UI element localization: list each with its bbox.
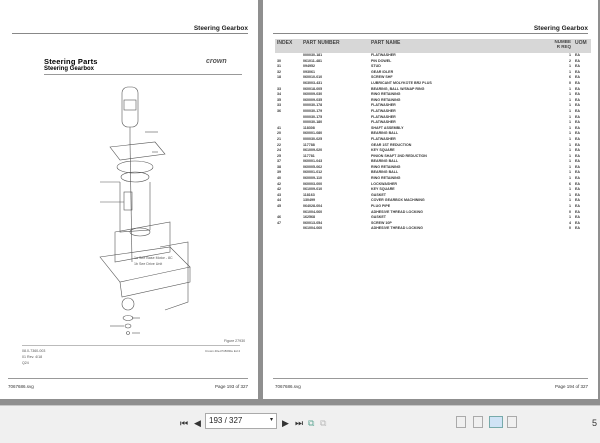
section-subtitle: Steering Gearbox [44, 66, 95, 72]
cell-index: 35 [277, 97, 281, 102]
footer-page: Page 193 of 327 [214, 384, 248, 389]
cell-qty: 1 [569, 92, 571, 97]
cell-part-name: FLATWASHER [371, 53, 396, 57]
footer-file: 7067686.svg [8, 384, 34, 389]
footer-center: Crown 40e-PC8090e Ed 4 [205, 349, 241, 353]
prev-page-button[interactable]: ◀ [194, 418, 201, 428]
cell-part-name: BEARING, BALL W/SNAP RING [371, 86, 425, 91]
cell-qty: 1 [569, 114, 571, 119]
cell-index: 42 [277, 187, 281, 192]
continuous-view-icon[interactable] [473, 416, 483, 428]
cell-part-name: PLUG PIPE [371, 204, 391, 209]
cell-part-number: 000030-178 [303, 103, 323, 108]
exploded-parts-diagram [40, 82, 240, 342]
cell-index: 20 [277, 131, 281, 136]
cell-index: 22 [277, 142, 281, 147]
cell-index: 36 [277, 108, 281, 113]
cell-part-name: RING RETAINING [371, 97, 401, 102]
cell-part-name: FLATWASHER [371, 103, 396, 108]
cell-part-name: BEARING BALL [371, 170, 399, 175]
cell-part-name: LUBRICANT MOLYKOTE BR2 PLUS [371, 80, 432, 85]
cell-uom: EA [575, 192, 580, 197]
cell-part-name: STUD [371, 64, 381, 69]
cell-index: 33 [277, 103, 281, 108]
cell-uom: EA [575, 58, 580, 63]
cell-part-name: GASKET [371, 192, 386, 197]
cell-part-name: RING RETAINING [371, 164, 401, 169]
cell-part-name: SCREW SHF [371, 75, 393, 80]
figure-label: Figure 27930 [224, 339, 246, 343]
cell-part-name: PINION SHAFT 2ND REDUCTION [371, 153, 427, 158]
cell-uom: EA [575, 103, 580, 108]
cell-uom: EA [575, 170, 580, 175]
footer-rule [273, 378, 588, 379]
title-rule [44, 74, 242, 75]
cell-part-number: 060001-080 [303, 131, 323, 136]
cell-qty: 1 [569, 103, 571, 108]
cell-uom: EA [575, 97, 580, 102]
cell-part-number: 117788 [303, 142, 315, 147]
header-rule [12, 33, 248, 34]
cell-part-name: FLATWASHER [371, 120, 396, 125]
cell-part-name: SHAFT ASSEMBLY [371, 125, 404, 130]
page-header: Steering Gearbox [193, 25, 248, 32]
cell-uom: EA [575, 53, 580, 57]
cell-uom: EA [575, 131, 580, 136]
cell-uom: EA [575, 120, 580, 125]
header-rule [273, 33, 588, 34]
cell-qty: 6 [569, 181, 571, 186]
cell-uom: EA [575, 86, 580, 91]
cell-index: 18 [277, 75, 281, 80]
cell-qty: 1 [569, 198, 571, 203]
cell-part-number: 060001-012 [303, 170, 323, 175]
cell-qty: 1 [569, 136, 571, 141]
cell-part-name: KEY SQUARE [371, 187, 395, 192]
cell-qty: 1 [569, 164, 571, 169]
cell-uom: EA [575, 64, 580, 69]
cell-qty: 1 [569, 215, 571, 220]
cell-index: 21 [277, 136, 281, 141]
cell-qty: 1 [569, 192, 571, 197]
cell-index [275, 226, 301, 232]
cell-uom: EA [575, 153, 580, 158]
cell-uom: EA [575, 148, 580, 153]
cell-uom: EA [575, 69, 580, 74]
cell-part-number: 060009-030 [303, 92, 323, 97]
cell-part-number: 061004-060 [303, 226, 323, 231]
cell-uom: EA [575, 136, 580, 141]
cell-qty: 1 [569, 142, 571, 147]
two-page-view-icon[interactable] [489, 416, 503, 428]
viewer-toolbar [0, 405, 600, 443]
left-page [0, 0, 258, 399]
cell-qty: 1 [569, 176, 571, 181]
cell-part-name: GEAR 1ST REDUCTION [371, 142, 412, 147]
cell-index: 44 [277, 198, 281, 203]
col-uom: UOM [573, 39, 591, 53]
col-number-req: NUMBE R REQ [551, 39, 573, 53]
cell-part-number: 000030-179 [303, 108, 323, 113]
cell-uom: EA [575, 209, 580, 214]
cell-part-number: 162568 [303, 215, 315, 220]
cell-part-number: 060009-110 [303, 176, 322, 181]
cell-index: 31 [277, 64, 281, 69]
cell-uom: EA [575, 198, 580, 203]
cell-part-number: 060009-035 [303, 97, 323, 102]
cell-index: 34 [277, 92, 281, 97]
cell-uom: EA [575, 176, 580, 181]
cell-part-name: KEY SQUARE [371, 148, 395, 153]
cell-part-number: 064028-004 [303, 204, 323, 209]
cell-part-name: RING RETAINING [371, 176, 401, 181]
cell-index: 38 [277, 164, 281, 169]
revision: 01 Rev. 4/18 [22, 355, 43, 359]
cell-index: 32 [277, 69, 281, 74]
cell-part-number: 063003-431 [303, 80, 323, 85]
cell-index: 24 [277, 148, 281, 153]
cell-index: 47 [277, 220, 281, 225]
cell-index: 30 [277, 58, 281, 63]
page-number-field[interactable] [205, 413, 277, 429]
cell-index: 45 [277, 204, 281, 209]
cell-part-name: COVER GEARBOX MACHINING [371, 198, 425, 203]
cell-qty: 1 [569, 108, 571, 113]
cell-part-name: ADHESIVE THREAD LOCKING [371, 209, 423, 214]
cell-qty: 0 [569, 209, 571, 214]
cell-uom: EA [575, 215, 580, 220]
cell-part-number: 000030-025 [303, 136, 323, 141]
cell-qty: 1 [569, 153, 571, 158]
cell-part-number: 060018-005 [303, 86, 323, 91]
col-part-name: PART NAME [369, 39, 551, 53]
cell-uom: EA [575, 114, 580, 119]
page-number-value: 193 / 327 [209, 416, 243, 425]
cell-part-number: 060010-010 [303, 75, 323, 80]
cell-qty: 0 [569, 226, 571, 231]
cell-part-name: FLATWASHER [371, 136, 396, 141]
cell-part-number: 061004-060 [303, 209, 323, 214]
footer-file: 7067686.svg [275, 384, 301, 389]
cell-qty: 1 [569, 69, 571, 74]
cell-part-name: GEAR IDLER [371, 69, 394, 74]
cell-index: 40 [277, 176, 281, 181]
cell-index: 46 [277, 215, 281, 220]
cell-part-number: 061009-020 [303, 148, 323, 153]
cell-part-name: FLATWASHER [371, 108, 396, 113]
cell-part-number: 000030-175 [303, 114, 323, 119]
cell-part-number: 000030-180 [303, 120, 323, 125]
code: Q24 [22, 361, 29, 365]
cell-part-name: ADHESIVE THREAD LOCKING [371, 226, 423, 231]
cell-part-name: GASKET [371, 215, 386, 220]
cell-part-number: 060005-062 [303, 164, 323, 169]
cell-qty: 1 [569, 204, 571, 209]
cell-part-number: 060001-043 [303, 159, 323, 164]
cell-part-number: 060013-054 [303, 220, 323, 225]
single-page-view-icon[interactable] [456, 416, 466, 428]
cell-qty: 6 [569, 75, 571, 80]
next-page-button[interactable]: ▶ [282, 418, 289, 428]
cell-qty: 2 [569, 58, 571, 63]
cell-uom: EA [575, 142, 580, 147]
cell-qty: 1 [569, 120, 571, 125]
crown-logo: crown [206, 58, 227, 65]
cell-uom: EA [575, 181, 580, 186]
cell-uom: EA [575, 159, 580, 164]
cell-qty: 0 [569, 80, 571, 85]
cell-part-number: 093061 [303, 69, 315, 74]
cell-uom: EA [575, 226, 580, 231]
cell-part-name: LOCKWASHER [371, 181, 397, 186]
cell-part-name: SCREW 10P [371, 220, 392, 225]
cell-index: 25 [277, 153, 281, 158]
cell-qty: 1 [569, 170, 571, 175]
cell-index: 43 [277, 192, 281, 197]
parts-table [275, 39, 591, 232]
cell-qty: 1 [569, 159, 571, 164]
paste-icon[interactable]: ⧉ [320, 418, 327, 428]
cell-uom: EA [575, 125, 580, 130]
cell-part-name: PIN DOWEL [371, 58, 392, 63]
cell-uom: EA [575, 204, 580, 209]
cell-qty: 1 [569, 131, 571, 136]
cell-uom: EA [575, 75, 580, 80]
part-number: 08.0-7360-003 [22, 349, 46, 353]
section-title: Steering Parts [44, 57, 98, 66]
cell-part-number: 117781 [303, 153, 315, 158]
footer-rule [8, 378, 248, 379]
figure-rule [22, 345, 240, 346]
cell-part-name: FLATWASHER [371, 114, 396, 119]
copy-icon[interactable]: ⧉ [308, 418, 315, 428]
cell-part-number: 000030-181 [303, 53, 323, 57]
cell-part-number: 061009-010 [303, 187, 323, 192]
col-part-number: PART NUMBER [301, 39, 369, 53]
zoom-value[interactable]: 5 [592, 418, 598, 428]
legend-1b: 1b See Drive Unit [134, 262, 163, 266]
cell-part-name: BEARING BALL [371, 131, 399, 136]
cell-qty: 1 [569, 125, 571, 130]
cell-index: 37 [277, 159, 281, 164]
cell-index: 39 [277, 170, 281, 175]
cell-qty: 1 [569, 148, 571, 153]
table-row [275, 226, 591, 232]
cell-index: 42 [277, 181, 281, 186]
cell-part-number: 061011-481 [303, 58, 322, 63]
cell-uom: EA [575, 187, 580, 192]
cell-qty: 1 [569, 53, 571, 57]
legend-1a: 1a See Base Motor - 8C [134, 256, 173, 260]
cell-part-number: 118308 [303, 125, 315, 130]
footer-page: Page 194 of 327 [554, 384, 588, 389]
col-index: INDEX [275, 39, 301, 53]
cell-part-name: RING RETAINING [371, 92, 401, 97]
cell-part-number: 130499 [303, 198, 315, 203]
cell-qty: 1 [569, 187, 571, 192]
cell-part-number: 094952 [303, 64, 315, 69]
cell-index: 33 [277, 86, 281, 91]
cell-uom: EA [575, 220, 580, 225]
page-header: Steering Gearbox [533, 25, 588, 32]
cell-qty: 4 [569, 220, 571, 225]
cell-uom: EA [575, 108, 580, 113]
cell-part-number: 060003-000 [303, 181, 323, 186]
cell-index: 41 [277, 125, 281, 130]
cell-qty: 1 [569, 97, 571, 102]
right-page [263, 0, 598, 399]
cell-part-name: BEARING BALL [371, 159, 399, 164]
chevron-down-icon[interactable]: ▾ [269, 417, 273, 423]
cell-part-number: 118163 [303, 192, 315, 197]
cell-uom: EA [575, 164, 580, 169]
last-page-button[interactable]: ⏭ [295, 418, 304, 428]
cell-qty: 1 [569, 64, 571, 69]
cell-uom: EA [575, 92, 580, 97]
two-page-continuous-view-icon[interactable] [507, 416, 517, 428]
first-page-button[interactable]: ⏮ [180, 418, 189, 428]
cell-uom: EA [575, 80, 580, 85]
cell-qty: 1 [569, 86, 571, 91]
